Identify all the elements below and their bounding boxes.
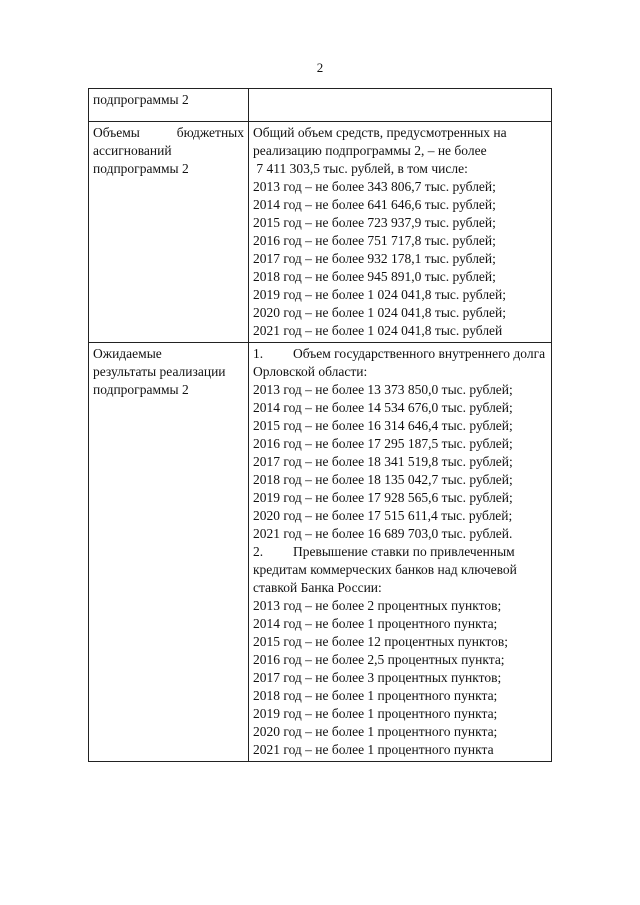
list-item: 2021 год – не более 1 процентного пункта <box>253 742 494 757</box>
list-item: 2017 год – не более 18 341 519,8 тыс. рублей; <box>253 454 513 469</box>
list-item: 2018 год – не более 1 процентного пункта; <box>253 688 498 703</box>
row-label-line: подпрограммы 2 <box>93 161 189 176</box>
page-number: 2 <box>316 60 324 75</box>
table-row <box>89 343 552 762</box>
list-item: 2020 год – не более 1 процентного пункта; <box>253 724 498 739</box>
row-label-cell <box>89 89 249 122</box>
list-item: 2017 год – не более 932 178,1 тыс. рублей; <box>253 251 496 266</box>
table-row <box>89 89 552 122</box>
row-label-cell <box>89 343 249 762</box>
row-label: подпрограммы 2 <box>93 92 189 107</box>
list-item: 2014 год – не более 14 534 676,0 тыс. рублей; <box>253 400 513 415</box>
section-title: Превышение ставки по привлеченным <box>293 544 515 559</box>
list-item: 2019 год – не более 1 процентного пункта; <box>253 706 498 721</box>
section-1-heading <box>253 345 547 363</box>
section-2-heading <box>253 543 547 561</box>
list-item: 2021 год – не более 16 689 703,0 тыс. рублей. <box>253 526 513 541</box>
row-value-cell <box>249 122 552 343</box>
list-item: 2015 год – не более 16 314 646,4 тыс. рублей; <box>253 418 513 433</box>
table-row <box>89 122 552 343</box>
intro-line: Общий объем средств, предусмотренных на <box>253 125 507 140</box>
row-label-line: результаты реализации <box>93 364 226 379</box>
list-item: 2020 год – не более 17 515 611,4 тыс. рублей; <box>253 508 513 523</box>
row-label-cell <box>89 122 249 343</box>
list-item: 2013 год – не более 2 процентных пунктов; <box>253 598 502 613</box>
section-title-line: кредитам коммерческих банков над ключевой <box>253 562 517 577</box>
row-value-cell <box>249 343 552 762</box>
row-label-line: ассигнований <box>93 143 172 158</box>
list-item: 2016 год – не более 751 717,8 тыс. рублей; <box>253 233 496 248</box>
section-number: 1. <box>253 346 264 361</box>
section-title-line: Орловской области: <box>253 364 368 379</box>
list-item: 2013 год – не более 343 806,7 тыс. рублей; <box>253 179 496 194</box>
list-item: 2021 год – не более 1 024 041,8 тыс. рублей <box>253 323 503 338</box>
list-item: 2015 год – не более 723 937,9 тыс. рублей; <box>253 215 496 230</box>
list-item: 2017 год – не более 3 процентных пунктов; <box>253 670 502 685</box>
row-label-line: подпрограммы 2 <box>93 382 189 397</box>
list-item: 2014 год – не более 641 646,6 тыс. рублей; <box>253 197 496 212</box>
list-item: 2014 год – не более 1 процентного пункта; <box>253 616 498 631</box>
list-item: 2016 год – не более 17 295 187,5 тыс. рублей; <box>253 436 513 451</box>
row-label-line: Объемы бюджетных <box>93 125 244 140</box>
passport-table <box>88 88 552 762</box>
section-number: 2. <box>253 544 264 559</box>
list-item: 2013 год – не более 13 373 850,0 тыс. рублей; <box>253 382 513 397</box>
list-item: 2019 год – не более 17 928 565,6 тыс. рублей; <box>253 490 513 505</box>
list-item: 2016 год – не более 2,5 процентных пункта; <box>253 652 505 667</box>
row-label-line: Ожидаемые <box>93 346 162 361</box>
intro-line: 7 411 303,5 тыс. рублей, в том числе: <box>253 161 468 176</box>
list-item: 2019 год – не более 1 024 041,8 тыс. рублей; <box>253 287 507 302</box>
list-item: 2018 год – не более 945 891,0 тыс. рублей; <box>253 269 496 284</box>
list-item: 2015 год – не более 12 процентных пунктов; <box>253 634 508 649</box>
list-item: 2018 год – не более 18 135 042,7 тыс. рублей; <box>253 472 513 487</box>
list-item: 2020 год – не более 1 024 041,8 тыс. рублей; <box>253 305 507 320</box>
intro-line: реализацию подпрограммы 2, – не более <box>253 143 487 158</box>
section-title: Объем государственного внутреннего долга <box>293 346 546 361</box>
section-title-line: ставкой Банка России: <box>253 580 382 595</box>
row-value-cell <box>249 89 552 122</box>
